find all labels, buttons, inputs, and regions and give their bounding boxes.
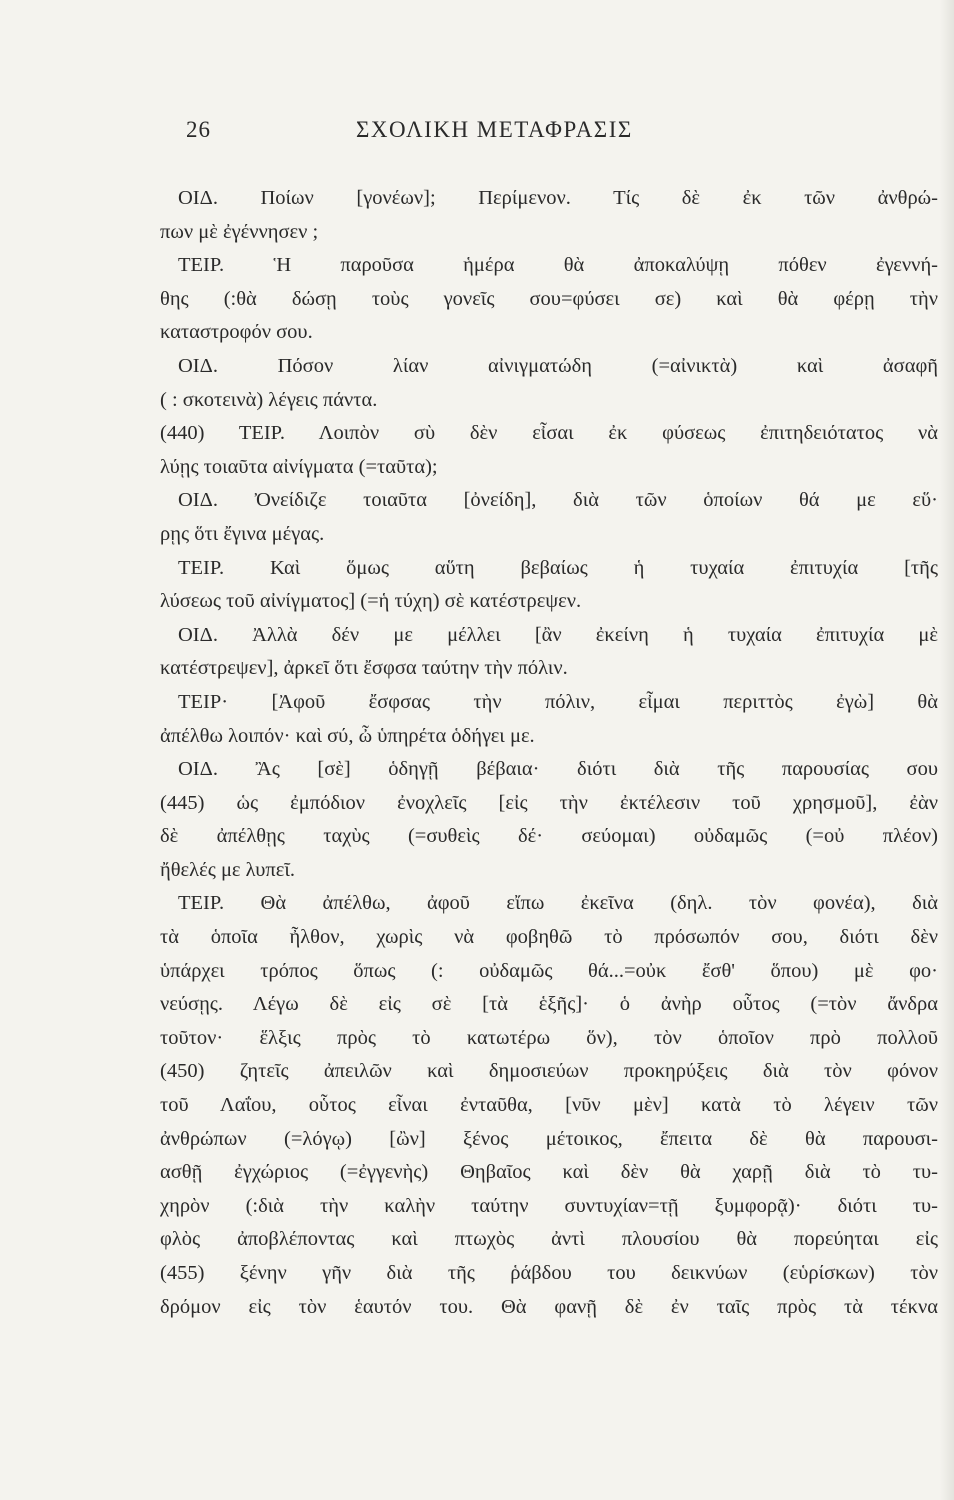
text-line: ΟΙΔ. Πόσον λίαν αἰνιγματώδη (=αἰνικτὰ) καὶ ἀσαφῆ (178, 354, 938, 377)
text-line: τοῦτον· ἕλξις πρὸς τὸ κατωτέρω ὅν), τὸν ὁποῖον πρὸ πολλοῦ (160, 1026, 938, 1049)
text-line: δὲ ἀπέλθῃς ταχὺς (=συθεὶς δέ· σεύομαι) οὐδαμῶς (=οὐ πλέον) (160, 825, 938, 848)
text-line: ΟΙΔ. Ποίων [γονέων]; Περίμενον. Τίς δὲ ἐκ τῶν ἀνθρώ- (178, 187, 938, 209)
text-line: λύῃς τοιαῦτα αἰνίγματα (=ταῦτα); (160, 455, 438, 478)
text-line: πων μὲ ἐγέννησεν ; (160, 220, 319, 243)
text-line: (445) ὡς ἐμπόδιον ἐνοχλεῖς [εἰς τὴν ἐκτέλεσιν τοῦ χρησμοῦ], ἐὰν (160, 791, 938, 814)
text-line: ἀπέλθω λοιπόν· καὶ σύ, ὦ ὑπηρέτα ὁδήγει με. (160, 724, 535, 747)
text-line: ἀνθρώπων (=λόγῳ) [ὢν] ξένος μέτοικος, ἔπειτα δὲ θὰ παρουσι- (160, 1127, 938, 1150)
text-line: τοῦ Λαΐου, οὗτος εἶναι ἐνταῦθα, [νῦν μὲν] κατὰ τὸ λέγειν τῶν (160, 1094, 938, 1117)
text-line: ρῃς ὅτι ἔγινα μέγας. (160, 522, 325, 545)
page-header (186, 117, 936, 157)
text-line: ΤΕΙΡ. Θὰ ἀπέλθω, ἀφοῦ εἴπω ἐκεῖνα (δηλ. τὸν φονέα), διὰ (178, 892, 938, 915)
text-line: ΤΕΙΡ. Καὶ ὅμως αὕτη βεβαίως ἡ τυχαία ἐπιτυχία [τῆς (178, 556, 938, 579)
text-line: κατέστρεψεν], ἀρκεῖ ὅτι ἔσφσα ταύτην τὴν πόλιν. (160, 657, 568, 680)
text-line: φλὸς ἀποβλέποντας καὶ πτωχὸς ἀντὶ πλουσίου θὰ πορεύηται εἰς (160, 1228, 938, 1251)
text-line: τὰ ὁποῖα ἦλθον, χωρὶς νὰ φοβηθῶ τὸ πρόσωπόν σου, διότι δὲν (160, 926, 938, 949)
text-line: θης (:θὰ δώσῃ τοὺς γονεῖς σου=φύσει σε) καὶ θὰ φέρῃ τὴν (160, 287, 938, 310)
text-line: ΟΙΔ. Ὀνείδιζε τοιαῦτα [ὀνείδη], διὰ τῶν ὁποίων θά με εὕ· (178, 489, 938, 512)
text-line: (455) ξένην γῆν διὰ τῆς ῥάβδου του δεικνύων (εὑρίσκων) τὸν (160, 1262, 938, 1284)
text-line: ΟΙΔ. Ἂς [σὲ] ὁδηγῇ βέβαια· διότι διὰ τῆς παρουσίας σου (178, 758, 938, 781)
page-number: 26 (186, 117, 211, 142)
text-line: ΤΕΙΡ· [Ἀφοῦ ἔσφσας τὴν πόλιν, εἶμαι περιττὸς ἐγὼ] θὰ (178, 690, 938, 713)
text-line: νεύσῃς. Λέγω δὲ εἰς σὲ [τὰ ἑξῆς]· ὁ ἀνὴρ οὗτος (=τὸν ἄνδρα (160, 993, 938, 1016)
text-line: καταστροφόν σου. (160, 321, 313, 344)
text-line: ασθῇ ἐγχώριος (=ἐγγενὴς) Θηβαῖος καὶ δὲν θὰ χαρῇ διὰ τὸ τυ- (160, 1161, 938, 1184)
text-line: ( : σκοτεινὰ) λέγεις πάντα. (160, 388, 378, 411)
text-line: ἤθελές με λυπεῖ. (160, 858, 295, 881)
text-line: ΟΙΔ. Ἀλλὰ δέν με μέλλει [ἂν ἐκείνη ἡ τυχαία ἐπιτυχία μὲ (178, 623, 938, 646)
page-edge (940, 0, 954, 1500)
text-line: (450) ζητεῖς ἀπειλῶν καὶ δημοσιεύων προκηρύξεις διὰ τὸν φόνον (160, 1060, 938, 1083)
text-line: ΤΕΙΡ. Ἡ παροῦσα ἡμέρα θὰ ἀποκαλύψῃ πόθεν ἐγεννή- (178, 254, 938, 277)
running-title: ΣΧΟΛΙΚΗ ΜΕΤΑΦΡΑΣΙΣ (356, 117, 633, 142)
text-line: (440) ΤΕΙΡ. Λοιπὸν σὺ δὲν εἶσαι ἐκ φύσεως ἐπιτηδειότατος νὰ (160, 422, 938, 445)
text-line: δρόμον εἰς τὸν ἑαυτόν του. Θὰ φανῇ δὲ ἐν ταῖς πρὸς τὰ τέκνα (160, 1295, 938, 1318)
text-line: λύσεως τοῦ αἰνίγματος] (=ἡ τύχη) σὲ κατέστρεψεν. (160, 590, 582, 613)
text-line: ὑπάρχει τρόπος ὅπως (: οὐδαμῶς θά...=οὐκ ἔσθ' ὅπου) μὲ φο· (160, 959, 938, 982)
text-line: χηρὸν (:διὰ τὴν καλὴν ταύτην συντυχίαν=τῇ ξυμφορᾷ)· διότι τυ- (160, 1194, 938, 1217)
body-text (160, 182, 938, 1324)
